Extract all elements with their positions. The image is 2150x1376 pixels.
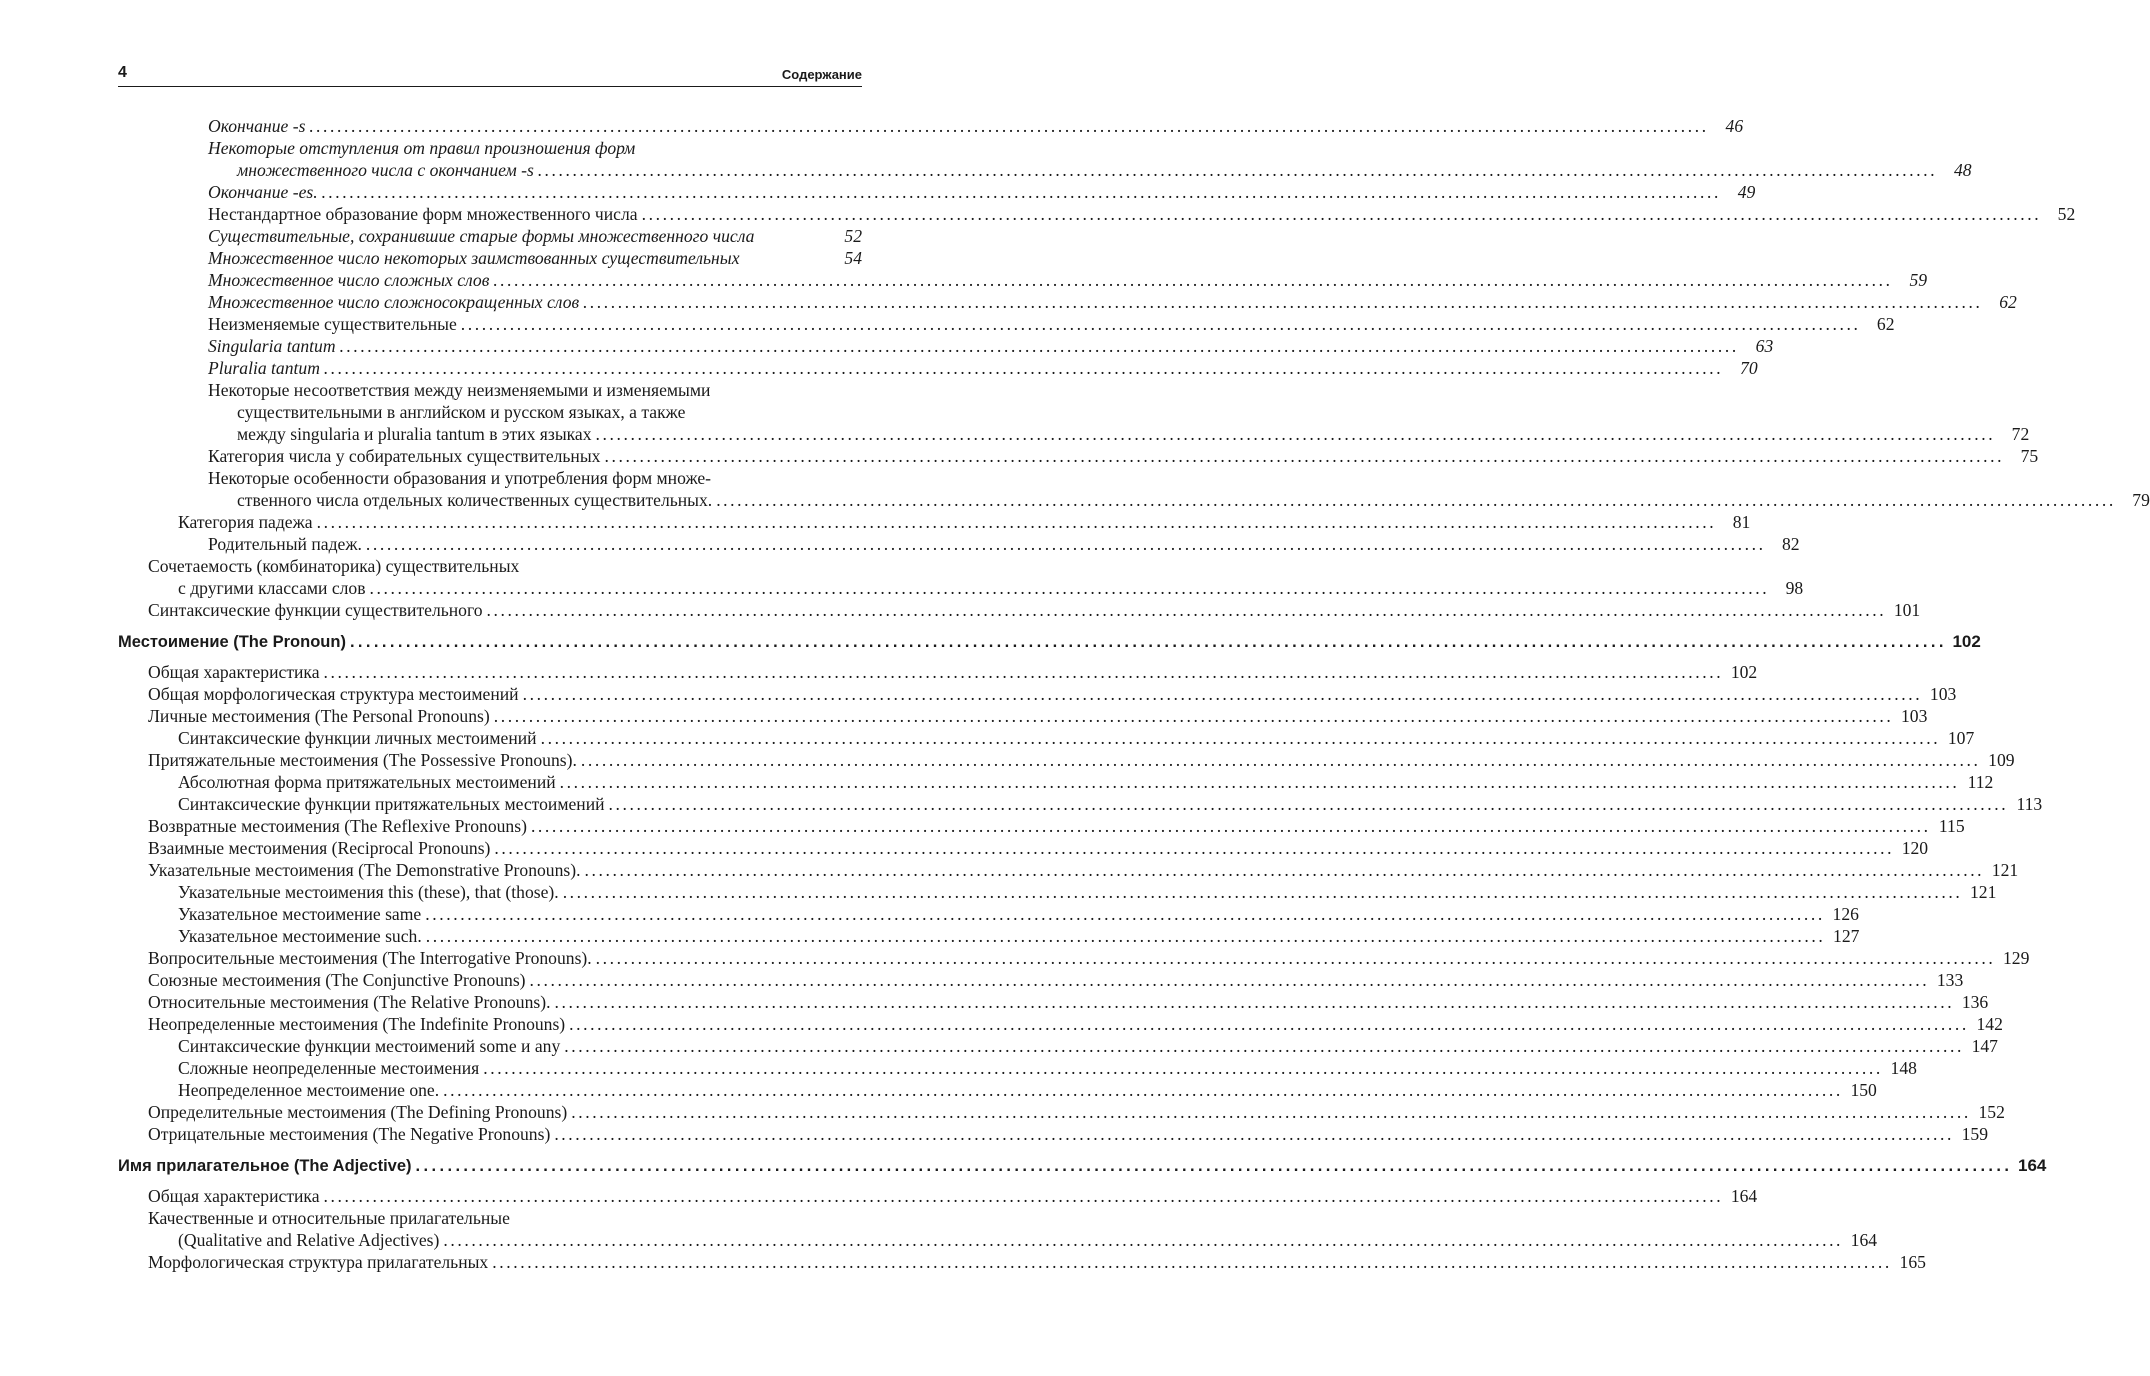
dot-leader: ........................................................................................................................................................................................................ [554, 992, 1955, 1012]
toc-page-number: 150 [1850, 1080, 1877, 1100]
toc-entry-title: Сочетаемость (комбинаторика) существительных [148, 556, 520, 576]
dot-leader: ........................................................................................................................................................................................................ [608, 794, 2009, 814]
toc-entry-title: ственного числа отдельных количественных существительных. [237, 490, 713, 510]
toc-page-number: 112 [1967, 772, 1994, 792]
dot-leader: ........................................................................................................................................................................................................ [641, 204, 2042, 224]
toc-page-number: 142 [1976, 1014, 2003, 1034]
toc-entry[interactable] [118, 269, 1928, 291]
toc-entry[interactable] [118, 203, 2076, 225]
toc-page-number: 164 [1730, 1186, 1758, 1206]
toc-page-number: 54 [844, 248, 862, 268]
toc-entry[interactable] [118, 683, 1957, 705]
toc-entry-title: с другими классами слов [178, 578, 366, 598]
toc-entry[interactable] [118, 749, 2015, 771]
toc-entry-title: Определительные местоимения (The Defining Pronouns) [148, 1102, 568, 1122]
dot-leader: ........................................................................................................................................................................................................ [530, 816, 1931, 836]
toc-entry-title: Указательные местоимения this (these), that (those). [178, 882, 559, 902]
toc-entry[interactable] [118, 291, 2017, 313]
toc-section-heading[interactable] [118, 631, 1981, 653]
dot-leader: ........................................................................................................................................................................................................ [569, 1014, 1969, 1034]
dot-leader: ........................................................................................................................................................................................................ [595, 424, 1996, 444]
toc-page-number: 103 [1929, 684, 1957, 704]
toc-entry[interactable] [118, 489, 2150, 511]
toc-page-number: 136 [1961, 992, 1989, 1012]
dot-leader: ........................................................................................................................................................................................................ [309, 116, 1710, 136]
dot-leader: ........................................................................................................................................................................................................ [365, 534, 1766, 554]
dot-leader: ........................................................................................................................................................................................................ [580, 750, 1981, 770]
toc-entry[interactable] [118, 1013, 2003, 1035]
toc-page-number: 152 [1978, 1102, 2005, 1122]
toc-page-number: 75 [2020, 446, 2039, 466]
dot-leader: ........................................................................................................................................................................................................ [595, 948, 1996, 968]
toc-entry-title: Вопросительные местоимения (The Interrogative Pronouns). [148, 948, 592, 968]
toc-entry-title: Качественные и относительные прилагательные [148, 1208, 510, 1228]
toc-page-number: 72 [2011, 424, 2030, 444]
toc-entry-title: Указательные местоимения (The Demonstrative Pronouns). [148, 860, 581, 880]
toc-page-number: 165 [1899, 1252, 1926, 1272]
dot-leader: ........................................................................................................................................................................................................ [537, 160, 1938, 180]
toc-page-number: 115 [1938, 816, 1965, 836]
toc-entry[interactable] [118, 555, 862, 577]
dot-leader: ........................................................................................................................................................................................................ [493, 706, 1894, 726]
toc-entry-title: Множественное число сложных слов [208, 270, 490, 290]
toc-entry[interactable] [118, 599, 1921, 621]
toc-entry-title: Местоимение (The Pronoun) [118, 633, 346, 651]
toc-page-number: 133 [1936, 970, 1964, 990]
toc-entry-title: Имя прилагательное (The Adjective) [118, 1157, 412, 1175]
toc-entry-title: Нестандартное образование форм множественного числа [208, 204, 638, 224]
dot-leader: ........................................................................................................................................................................................................ [486, 600, 1887, 620]
toc-entry-title: Категория падежа [178, 512, 313, 532]
toc-entry[interactable] [118, 1035, 1998, 1057]
dot-leader: ........................................................................................................................................................................................................ [425, 904, 1825, 924]
dot-leader: ........................................................................................................................................................................................................ [369, 578, 1770, 598]
toc-page-number: 52 [844, 226, 862, 246]
toc-entry-title: Относительные местоимения (The Relative Pronouns). [148, 992, 551, 1012]
toc-entry[interactable] [118, 1123, 1988, 1145]
toc-entry-title: Общая морфологическая структура местоимений [148, 684, 519, 704]
toc-entry[interactable] [118, 1229, 1878, 1251]
toc-entry[interactable] [118, 467, 862, 489]
toc-entry-title: (Qualitative and Relative Adjectives) [178, 1230, 440, 1250]
toc-entry-title: Неопределенное местоимение one. [178, 1080, 440, 1100]
toc-page-number: 159 [1961, 1124, 1988, 1144]
dot-leader: ........................................................................................................................................................................................................ [349, 633, 1947, 651]
toc-page-number: 102 [1730, 662, 1758, 682]
toc-entry-title: Синтаксические функции личных местоимений [178, 728, 537, 748]
toc-entry[interactable] [118, 705, 1928, 727]
toc-entry[interactable] [118, 727, 1975, 749]
toc-entry-title: Множественное число некоторых заимствованных существительных [208, 248, 740, 268]
toc-entry-title: Некоторые несоответствия между неизменяемыми и изменяемыми [208, 380, 711, 400]
toc-page-number: 49 [1737, 182, 1756, 202]
dot-leader: ........................................................................................................................................................................................................ [483, 1058, 1883, 1078]
dot-leader: ........................................................................................................................................................................................................ [562, 882, 1963, 902]
dot-leader: ........................................................................................................................................................................................................ [415, 1157, 2013, 1175]
dot-leader: ........................................................................................................................................................................................................ [321, 182, 1722, 202]
toc-page-number: 101 [1893, 600, 1921, 620]
toc-page-number: 46 [1725, 116, 1744, 136]
toc-entry[interactable] [118, 423, 2030, 445]
dot-leader: ........................................................................................................................................................................................................ [494, 838, 1895, 858]
toc-entry-title: Возвратные местоимения (The Reflexive Pronouns) [148, 816, 527, 836]
toc-entry-title: Pluralia tantum [208, 358, 320, 378]
toc-page-number: 121 [1991, 860, 2019, 880]
toc-entry[interactable] [118, 793, 2043, 815]
toc-page-number: 103 [1901, 706, 1928, 726]
toc-entry-title: Сложные неопределенные местоимения [178, 1058, 480, 1078]
dot-leader: ........................................................................................................................................................................................................ [323, 1186, 1724, 1206]
toc-entry[interactable] [118, 313, 1895, 335]
toc-entry-title: Общая характеристика [148, 1186, 320, 1206]
toc-entry-title: Синтаксические функции притяжательных местоимений [178, 794, 605, 814]
toc-page-number: 62 [1999, 292, 2017, 312]
toc-entry-title: Категория числа у собирательных существительных [208, 446, 601, 466]
toc-page-number: 79 [2132, 490, 2150, 510]
toc-entry[interactable] [118, 533, 1800, 555]
toc-page-number: 82 [1782, 534, 1800, 554]
dot-leader: ........................................................................................................................................................................................................ [425, 926, 1826, 946]
dot-leader: ........................................................................................................................................................................................................ [492, 1252, 1892, 1272]
toc-entry[interactable] [118, 925, 1860, 947]
toc-entry[interactable] [118, 969, 1964, 991]
dot-leader: ........................................................................................................................................................................................................ [460, 314, 1861, 334]
toc-entry[interactable] [118, 379, 862, 401]
toc-entry[interactable] [118, 1079, 1877, 1101]
toc-entry[interactable] [118, 815, 1965, 837]
toc-entry-title: Союзные местоимения (The Conjunctive Pronouns) [148, 970, 526, 990]
toc-entry-title: Множественное число сложносокращенных слов [208, 292, 580, 312]
toc-entry-title: Морфологическая структура прилагательных [148, 1252, 489, 1272]
dot-leader: ........................................................................................................................................................................................................ [554, 1124, 1954, 1144]
toc-entry[interactable] [118, 1101, 2005, 1123]
dot-leader: ........................................................................................................................................................................................................ [493, 270, 1894, 290]
page-header [118, 66, 862, 87]
toc-page-number: 164 [1850, 1230, 1878, 1250]
toc-entry[interactable] [118, 837, 1929, 859]
toc-page-number: 48 [1953, 160, 1972, 180]
toc-entry[interactable] [118, 903, 1859, 925]
running-title: Содержание [781, 67, 862, 82]
dot-leader: ........................................................................................................................................................................................................ [583, 292, 1983, 312]
toc-page-number: 113 [2016, 794, 2043, 814]
toc-page-number: 62 [1876, 314, 1895, 334]
toc-entry[interactable] [118, 771, 1994, 793]
toc-page-number: 147 [1971, 1036, 1998, 1056]
toc-entry[interactable] [118, 445, 2039, 467]
toc-entry-title: Родительный падеж. [208, 534, 362, 554]
toc-page-number: 81 [1732, 512, 1751, 532]
toc-entry-title: Singularia tantum [208, 336, 336, 356]
table-of-contents [118, 115, 2150, 1273]
dot-leader: ........................................................................................................................................................................................................ [316, 512, 1717, 532]
toc-entry-title: Синтаксические функции местоимений some и any [178, 1036, 561, 1056]
toc-entry[interactable] [118, 115, 1744, 137]
toc-page-number: 63 [1755, 336, 1774, 356]
dot-leader: ........................................................................................................................................................................................................ [540, 728, 1941, 748]
dot-leader: ........................................................................................................................................................................................................ [529, 970, 1930, 990]
toc-entry[interactable] [118, 225, 862, 247]
toc-section-heading[interactable] [118, 1155, 2047, 1177]
toc-page-number: 107 [1947, 728, 1975, 748]
toc-entry-title: Взаимные местоимения (Reciprocal Pronouns) [148, 838, 491, 858]
toc-entry[interactable] [118, 159, 1972, 181]
toc-entry[interactable] [118, 1057, 1917, 1079]
toc-page-number: 109 [1988, 750, 2015, 770]
dot-leader: ........................................................................................................................................................................................................ [323, 662, 1724, 682]
dot-leader: ........................................................................................................................................................................................................ [716, 490, 2116, 510]
toc-entry-title: Указательное местоимение same [178, 904, 422, 924]
toc-page-number: 126 [1832, 904, 1859, 924]
toc-entry[interactable] [118, 1185, 1758, 1207]
toc-page-number: 52 [2057, 204, 2076, 224]
dot-leader: ........................................................................................................................................................................................................ [559, 772, 1960, 792]
toc-page-number: 98 [1785, 578, 1804, 598]
toc-entry-title: Указательное местоимение such. [178, 926, 422, 946]
toc-entry[interactable] [118, 881, 1997, 903]
toc-entry-title: Синтаксические функции существительного [148, 600, 483, 620]
dot-leader: ........................................................................................................................................................................................................ [339, 336, 1740, 356]
dot-leader: ........................................................................................................................................................................................................ [564, 1036, 1964, 1056]
toc-entry[interactable] [118, 577, 1804, 599]
toc-entry-title: Личные местоимения (The Personal Pronouns) [148, 706, 490, 726]
toc-entry[interactable] [118, 991, 1989, 1013]
toc-entry-title: Притяжательные местоимения (The Possessive Pronouns). [148, 750, 577, 770]
toc-entry-title: Окончание -s [208, 116, 306, 136]
toc-entry[interactable] [118, 181, 1756, 203]
toc-page-number: 70 [1740, 358, 1758, 378]
toc-entry-title: Неизменяемые существительные [208, 314, 457, 334]
toc-entry-title: Некоторые отступления от правил произношения форм [208, 138, 636, 158]
toc-entry[interactable] [118, 401, 862, 423]
toc-page-number: 59 [1909, 270, 1928, 290]
toc-entry[interactable] [118, 1207, 862, 1229]
toc-entry[interactable] [118, 357, 1758, 379]
toc-entry-title: Отрицательные местоимения (The Negative Pronouns) [148, 1124, 551, 1144]
toc-entry-title: Окончание -es. [208, 182, 318, 202]
toc-entry[interactable] [118, 247, 862, 269]
toc-entry[interactable] [118, 1251, 1926, 1273]
dot-leader: ........................................................................................................................................................................................................ [443, 1230, 1844, 1250]
dot-leader: ........................................................................................................................................................................................................ [323, 358, 1724, 378]
toc-page-number: 121 [1969, 882, 1997, 902]
toc-entry[interactable] [118, 859, 2019, 881]
toc-entry[interactable] [118, 661, 1758, 683]
dot-leader: ........................................................................................................................................................................................................ [584, 860, 1985, 880]
toc-entry-title: существительными в английском и русском языках, а также [237, 402, 686, 422]
toc-entry[interactable] [118, 137, 862, 159]
page-number: 4 [118, 64, 127, 81]
toc-entry-title: Общая характеристика [148, 662, 320, 682]
toc-entry-title: Абсолютная форма притяжательных местоимений [178, 772, 556, 792]
toc-entry-title: Неопределенные местоимения (The Indefinite Pronouns) [148, 1014, 566, 1034]
toc-page-number: 102 [1952, 632, 1981, 651]
dot-leader: ........................................................................................................................................................................................................ [522, 684, 1923, 704]
toc-entry[interactable] [118, 335, 1774, 357]
toc-entry-title: множественного числа с окончанием -s [237, 160, 534, 180]
dot-leader: ........................................................................................................................................................................................................ [604, 446, 2005, 466]
toc-page-number: 129 [2002, 948, 2030, 968]
toc-entry[interactable] [118, 511, 1751, 533]
toc-entry[interactable] [118, 947, 2030, 969]
toc-page-number: 127 [1833, 926, 1860, 946]
dot-leader: ........................................................................................................................................................................................................ [571, 1102, 1971, 1122]
toc-entry-title: между singularia и pluralia tantum в этих языках [237, 424, 592, 444]
toc-page-number: 148 [1890, 1058, 1917, 1078]
toc-entry-title: Некоторые особенности образования и употребления форм множе- [208, 468, 712, 488]
toc-page-number: 164 [2018, 1156, 2047, 1175]
dot-leader: ........................................................................................................................................................................................................ [443, 1080, 1843, 1100]
toc-page-number: 120 [1901, 838, 1929, 858]
toc-entry-title: Существительные, сохранившие старые формы множественного числа [208, 226, 755, 246]
